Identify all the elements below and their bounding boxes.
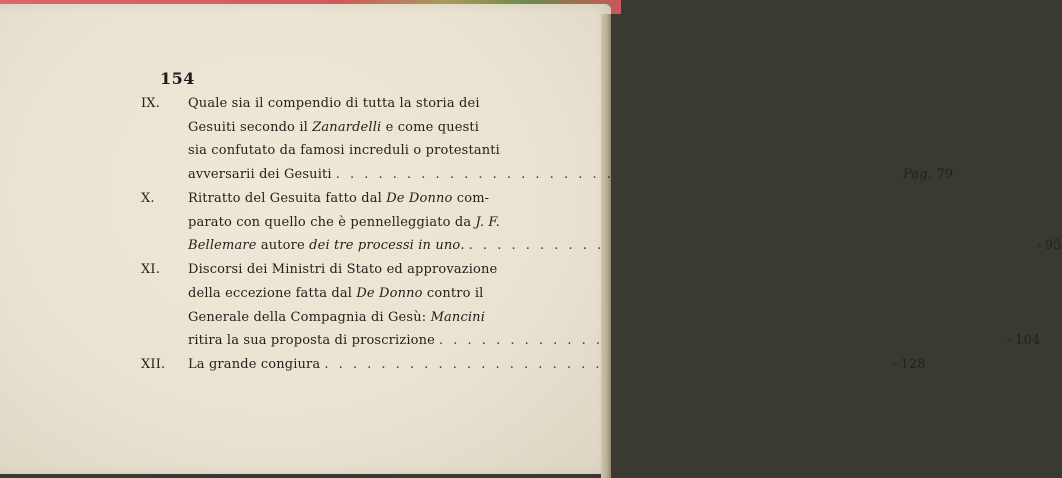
toc-entry-numeral: IX. [141,96,160,111]
toc-entry-line [188,141,565,161]
page-reference-number: 128 [900,357,926,373]
toc-text: Quale sia il compendio di tutta la storia dei [188,96,480,111]
toc-text: Discorsi dei Ministri di Stato ed approvazione [188,262,498,278]
page-reference-number: 104 [1015,333,1041,349]
toc-text: avversarii dei Gesuiti [188,166,332,182]
toc-page-reference[interactable] [1036,236,1062,256]
toc-entry-line [188,94,565,114]
toc-text: sia confutato da famosi increduli o protestanti [188,143,500,159]
dot-leader: . . . . . . . . . . . . . . . . . . . . . . . . . . . . . . . . . . . . . . . . [439,333,1003,349]
page-number: 154 [160,69,195,88]
toc-text: La grande congiura [188,357,321,373]
toc-text: Zanardelli [312,119,382,135]
toc-text: parato con quello che è pennelleggiato da [188,214,476,230]
toc-entry-title-end [188,331,435,351]
toc-entry-numeral: X. [141,191,155,206]
toc-text: J. F. [475,214,500,230]
page-prefix: Pag. [903,166,933,182]
book-page [0,4,1062,474]
toc-entry-line [188,213,565,233]
toc-entry-line [188,284,565,304]
toc-entry-numeral: XII. [141,357,166,373]
page-prefix: » [891,360,898,371]
toc-text: com- [452,191,490,206]
toc-text: De Donno [386,191,453,206]
toc-text: ritira la sua proposta di proscrizione [188,333,436,349]
toc-text: autore [256,238,310,254]
toc-text: . [460,238,465,254]
toc-entry-line [188,189,565,209]
toc-page-reference[interactable] [903,165,953,185]
toc-entry-title-end [188,165,332,185]
toc-entry-line [188,308,565,328]
toc-text: e come questi [381,119,480,135]
toc-text: dei tre processi in uno [309,238,461,254]
toc-text: Ritratto del Gesuita fatto dal [188,191,387,206]
dot-leader: . . . . . . . . . . . . . . . . . . . . . . . . . . . . . . . . . . . . . . . . [324,357,888,373]
toc-entry-last-line [188,331,1041,351]
page-reference-number: 95 [1044,238,1062,254]
toc-text: Mancini [430,309,486,325]
page-reference-number: 79 [936,166,954,182]
toc-entry-line [188,118,565,138]
toc-text: Bellemare [188,238,257,254]
toc-entry-line [188,260,565,280]
toc-page-reference[interactable] [892,355,926,375]
toc-entry-last-line [188,236,1062,256]
toc-entry-title-end [188,236,465,256]
toc-text: Generale della Compagnia di Gesù: [188,309,431,325]
page-prefix: » [1006,336,1013,347]
toc-text: contro il [422,286,484,301]
toc-text: De Donno [356,286,423,301]
toc-page-reference[interactable] [1006,331,1040,351]
toc-text: della eccezione fatta dal [188,286,357,301]
toc-entry-last-line [188,165,954,185]
dot-leader: . . . . . . . . . . . . . . . . . . . . . . . . . . . . . . . . . . . . . . . . [468,238,1033,254]
toc-entry-title-end [188,355,320,375]
page-prefix: » [1036,241,1042,252]
toc-entry-last-line [188,355,926,375]
dot-leader: . . . . . . . . . . . . . . . . . . . . . . . . . . . . . . . . . . . . . . . . [335,166,900,182]
toc-entry-numeral: XI. [141,262,160,278]
toc-text: Gesuiti secondo il [188,119,313,135]
